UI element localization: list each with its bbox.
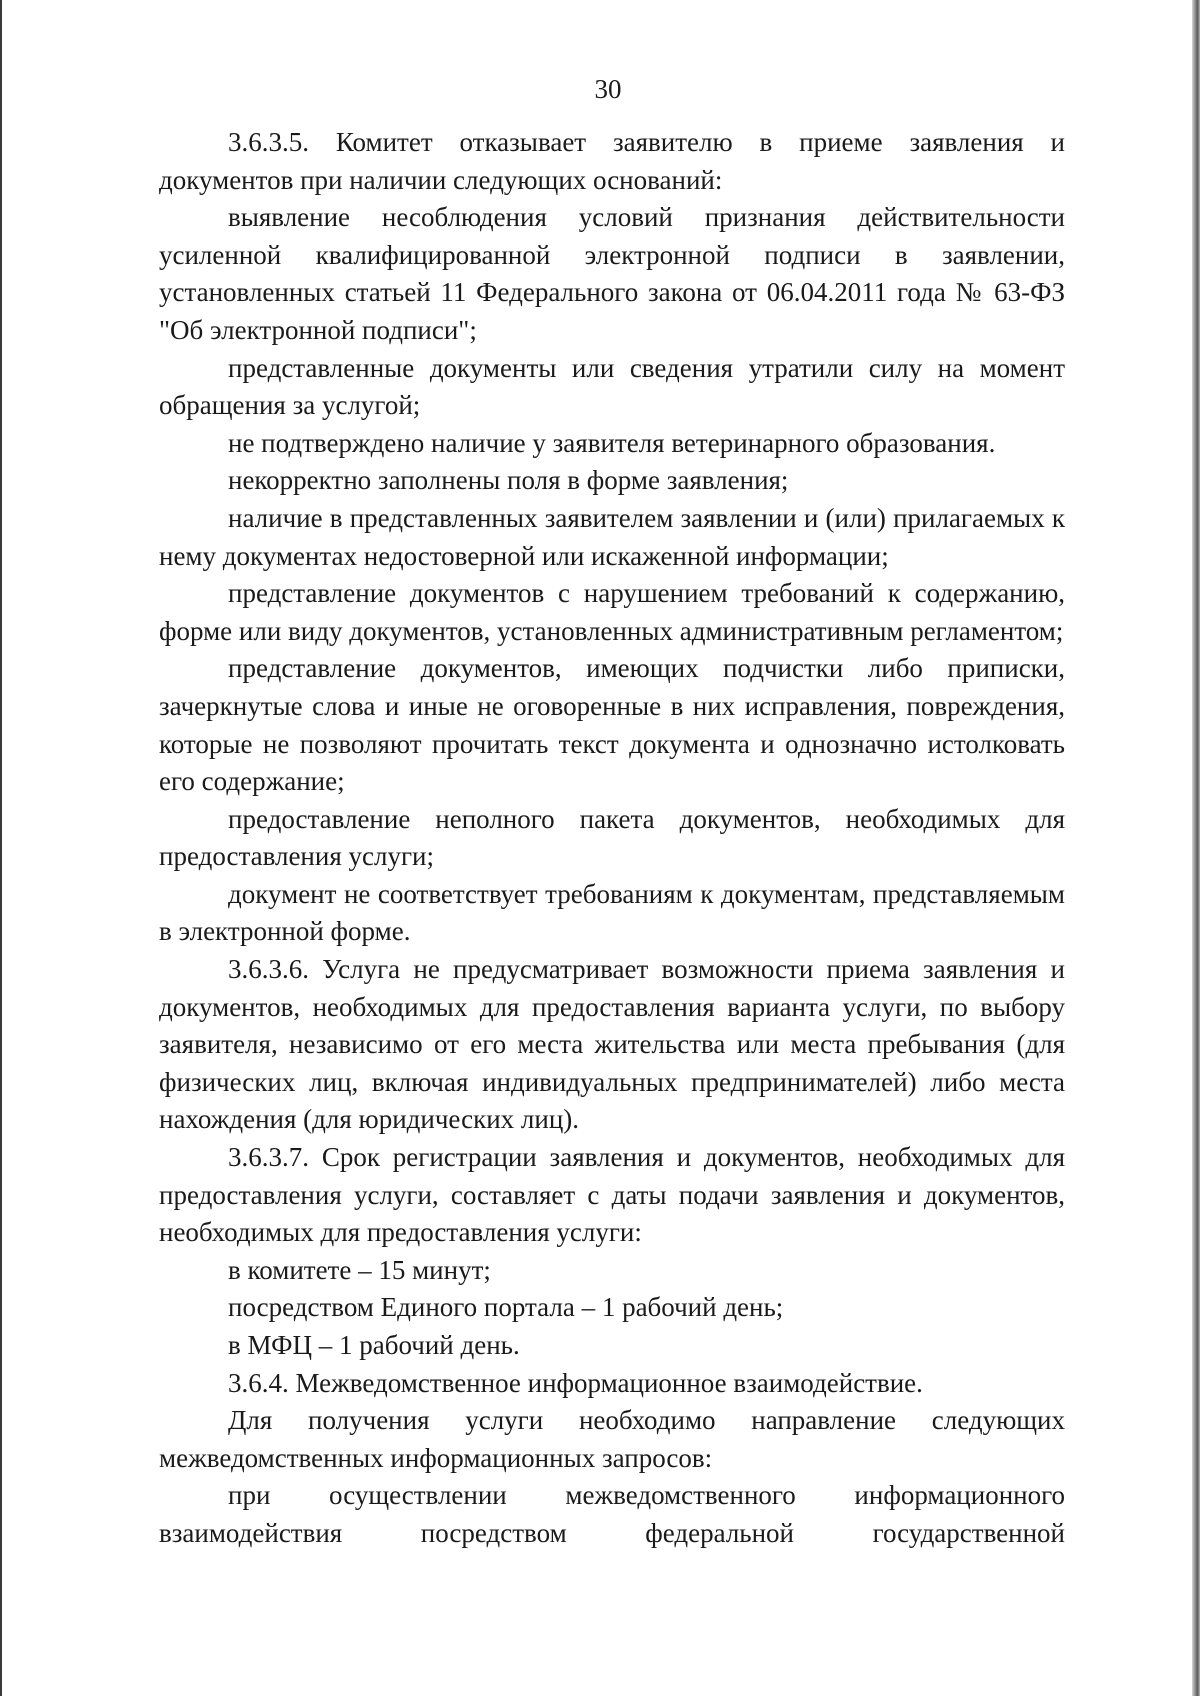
paragraph-3-6-3-6: 3.6.3.6. Услуга не предусматривает возможности приема заявления и документов, необходимых для предоставления варианта услуги, по выбору заявителя, независимо от его места жительства или места пребывания (для физических лиц, включая индивидуальных предпринимателей) либо места нахождения (для юридических лиц). (159, 954, 1065, 1135)
paragraph-interagency-requests: Для получения услуги необходимо направление следующих межведомственных информационных запросов: (159, 1405, 1065, 1473)
paragraph-interagency-interaction: при осуществлении межведомственного информационного взаимодействия посредством федеральной государственной (159, 1480, 1065, 1548)
document-body (159, 124, 1065, 1553)
paragraph-no-vet-education: не подтверждено наличие у заявителя ветеринарного образования. (228, 427, 996, 458)
paragraph-content-violation: представление документов с нарушением требований к содержанию, форме или виду документов, установленных административным регламентом; (159, 578, 1065, 646)
paragraph-false-information: наличие в представленных заявителем заявлении и (или) прилагаемых к нему документах недостоверной или искаженной информации; (159, 502, 1065, 571)
paragraph-documents-expired: представленные документы или сведения утратили силу на момент обращения за услугой; (159, 352, 1065, 421)
paragraph-incomplete-package: предоставление неполного пакета документов, необходимых для предоставления услуги; (159, 803, 1065, 872)
paragraph-portal-term: посредством Единого портала – 1 рабочий день; (228, 1292, 784, 1323)
paragraph-mfc-term: в МФЦ – 1 рабочий день. (228, 1330, 520, 1360)
paragraph-electronic-form: документ не соответствует требованиям к документам, представляемым в электронной форме. (159, 878, 1065, 947)
paragraph-incorrect-fields: некорректно заполнены поля в форме заявления; (228, 465, 789, 496)
paragraph-signature-validity: выявление несоблюдения условий признания действительности усиленной квалифицированной электронной подписи в заявлении, установленных статьей 11 Федерального закона от 06.04.2011 года № 63-ФЗ "Об электронной подписи"; (159, 202, 1065, 345)
paragraph-3-6-3-5: 3.6.3.5. Комитет отказывает заявителю в приеме заявления и документов при наличии следующих оснований: (159, 127, 1065, 195)
paragraph-3-6-4: 3.6.4. Межведомственное информационное взаимодействие. (228, 1367, 923, 1398)
scan-left-edge (0, 0, 2, 1696)
page-number: 30 (594, 74, 622, 104)
paragraph-committee-term: в комитете – 15 минут; (228, 1254, 491, 1285)
scan-right-edge (1192, 0, 1200, 1696)
paragraph-erasures: представление документов, имеющих подчистки либо приписки, зачеркнутые слова и иные не оговоренные в них исправления, повреждения, которые не позволяют прочитать текст документа и однозначно истолковать его содержание; (159, 653, 1065, 797)
paragraph-3-6-3-7: 3.6.3.7. Срок регистрации заявления и документов, необходимых для предоставления услуги, составляет с даты подачи заявления и документов, необходимых для предоставления услуги: (159, 1142, 1065, 1248)
